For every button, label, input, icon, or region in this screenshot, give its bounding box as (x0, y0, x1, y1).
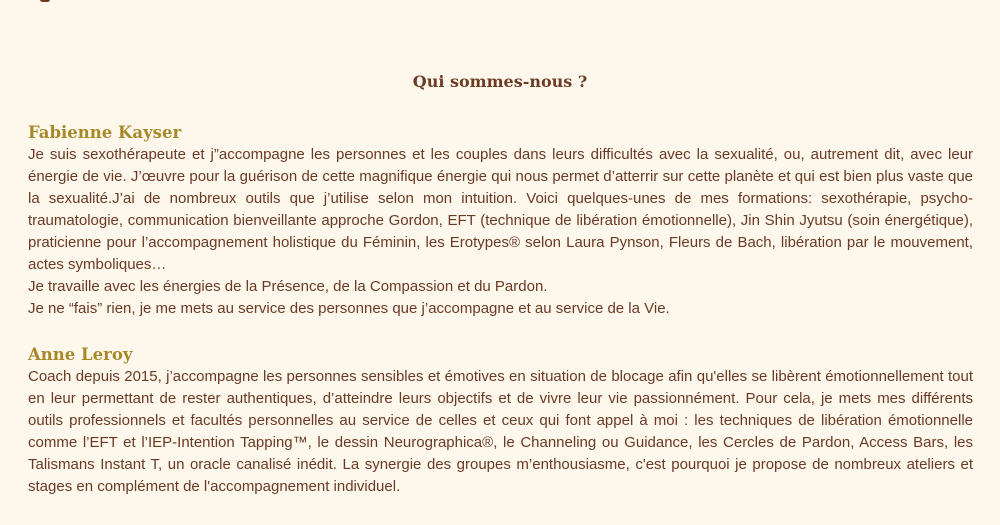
bio-paragraph: Je ne “fais” rien, je me mets au service des personnes que j’accompagne et au service de la Vie. (28, 300, 670, 317)
member-bio (28, 366, 973, 498)
bio-paragraph: Coach depuis 2015, j’accompagne les personnes sensibles et émotives en situation de blocage afin qu'elles se libèrent émotionnellement tout en leur permettant de rester authentiques, d’atteindre leurs objectifs et de vivre leur vie passionnément. Pour cela, je mets mes différents outils professionnels et facultés personnelles au service de celles et ceux qui font appel à moi : les techniques de libération émotionnelle comme l’EFT et l’IEP-Intention Tapping™, le dessin Neurographica®, le Channeling ou Guidance, les Cercles de Pardon, Access Bars, les Talismans Instant T, un oracle canalisé inédit. La synergie des groupes m’enthousiasme, c'est pourquoi je propose de nombreux ateliers et stages en complément de l'accompagnement individuel. (28, 368, 973, 495)
bio-paragraph: Je suis sexothérapeute et j”accompagne les personnes et les couples dans leurs difficultés avec la sexualité, ou, autrement dit, avec leur énergie de vie. J’œuvre pour la guérison de cette magnifique énergie qui nous permet d’atterrir sur cette planète et qui est bien plus vaste que la sexualité.J’ai de nombreux outils que j’utilise selon mon intuition. Voici quelques-unes de mes formations: sexothérapie, psycho-traumatologie, communication bienveillante approche Gordon, EFT (technique de libération émotionnelle), Jin Shin Jyutsu (soin énergétique), praticienne pour l’accompagnement holistique du Féminin, les Erotypes® selon Laura Pynson, Fleurs de Bach, libération par le mouvement, actes symboliques… (28, 146, 973, 273)
member-bio (28, 144, 973, 320)
top-edge-mark (40, 0, 50, 2)
page-title: Qui sommes-nous ? (412, 72, 588, 91)
member-name: Fabienne Kayser (28, 123, 182, 142)
member-name: Anne Leroy (28, 345, 133, 364)
member-fabienne-kayser (28, 122, 973, 320)
bio-paragraph: Je travaille avec les énergies de la Présence, de la Compassion et du Pardon. (28, 278, 548, 295)
member-anne-leroy (28, 344, 973, 498)
